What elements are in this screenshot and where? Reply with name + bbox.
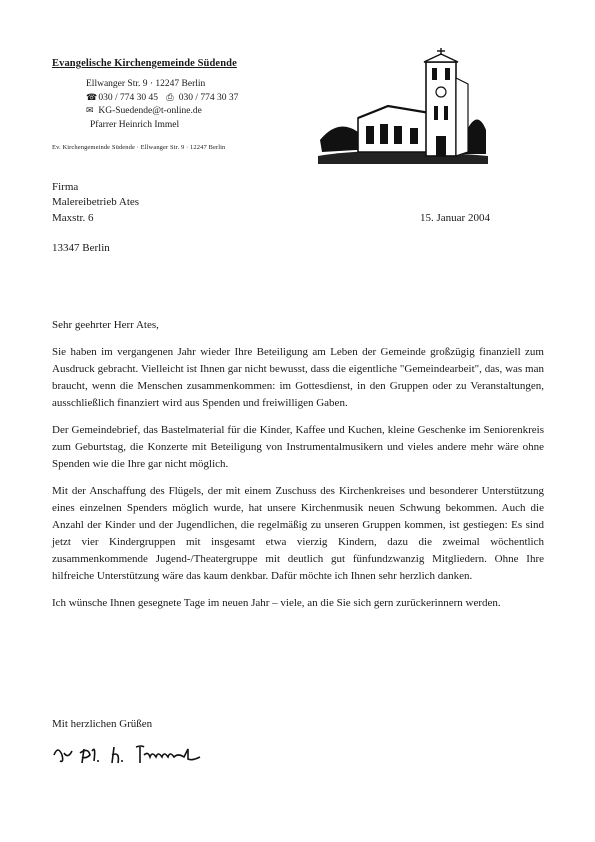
email-icon: ✉ <box>86 105 94 115</box>
letter-date: 15. Januar 2004 <box>420 212 490 224</box>
closing: Mit herzlichen Grüßen <box>52 718 153 730</box>
salutation: Sehr geehrter Herr Ates, <box>52 319 159 331</box>
body-paragraph: Der Gemeindebrief, das Bastelmaterial für die Kinder, Kaffee und Kuchen, kleine Geschenke im Seniorenkreis zum Geburtstag, die Konzerte mit Beteiligung von Instrumentalmusikern und vieles andere mehr wäre ohne Spenden wie die Ihre gar nicht möglich. <box>52 424 544 470</box>
letter-body <box>52 344 544 622</box>
organization-name: Evangelische Kirchengemeinde Südende <box>52 58 237 69</box>
contact-phones <box>86 92 238 103</box>
recipient-line-3: Maxstr. 6 <box>52 212 94 224</box>
body-paragraph: Ich wünsche Ihnen gesegnete Tage im neuen Jahr – viele, an die Sie sich gern zurückerinnern werden. <box>52 597 501 609</box>
contact-email <box>86 105 202 116</box>
sender-return-line: Ev. Kirchengemeinde Südende · Ellwanger Str. 9 · 12247 Berlin <box>52 144 226 151</box>
recipient-line-1: Firma <box>52 181 79 193</box>
fax-icon: ⎙ <box>166 92 174 102</box>
recipient-line-2: Malereibetrieb Ates <box>52 196 140 208</box>
email-address: KG-Suedende@t-online.de <box>98 106 202 116</box>
fax-number: 030 / 774 30 37 <box>178 93 239 103</box>
telephone-icon: ☎ <box>86 92 98 102</box>
phone-number: 030 / 774 30 45 <box>98 93 159 103</box>
signature <box>50 735 230 771</box>
pastor-name: Pfarrer Heinrich Immel <box>90 120 180 130</box>
organization-address: Ellwanger Str. 9 · 12247 Berlin <box>86 79 206 89</box>
church-illustration <box>318 48 488 164</box>
body-paragraph: Mit der Anschaffung des Flügels, der mit einem Zuschuss des Kirchenkreises und besonderer Unterstützung eines einzelnen Spenders möglich wurde, hat unsere Kirchenmusik neuen Schwung bekommen. Auch die Anzahl der Kinder und der Jugendlichen, die regelmäßig zu unseren Gruppen kommen, ist gestiegen: Es sind jetzt vier Kindergruppen mit insgesamt etwa vierzig Kindern, dazu die zweimal wöchentlich zusammenkommende Jugend-/Theatergruppe mit deutlich gut fünfundzwanzig Mitgliedern. Ohne Ihre hilfreiche Unterstützung wäre das kaum denkbar. Dafür möchte ich Ihnen sehr herzlich danken. <box>52 485 544 582</box>
recipient-city: 13347 Berlin <box>52 242 110 254</box>
body-paragraph: Sie haben im vergangenen Jahr wieder Ihre Beteiligung am Leben der Gemeinde großzügig finanziell zum Ausdruck gebracht. Vielleicht ist Ihnen gar nicht bewusst, dass die eigentliche "Gemeindearbeit", das, was man braucht, wenn die Menschen zusammenkommen: im Gottesdienst, in den Gruppen oder zu Veranstaltungen, ausschließlich finanziert wird aus Spenden und freiwilligen Gaben. <box>52 346 544 409</box>
